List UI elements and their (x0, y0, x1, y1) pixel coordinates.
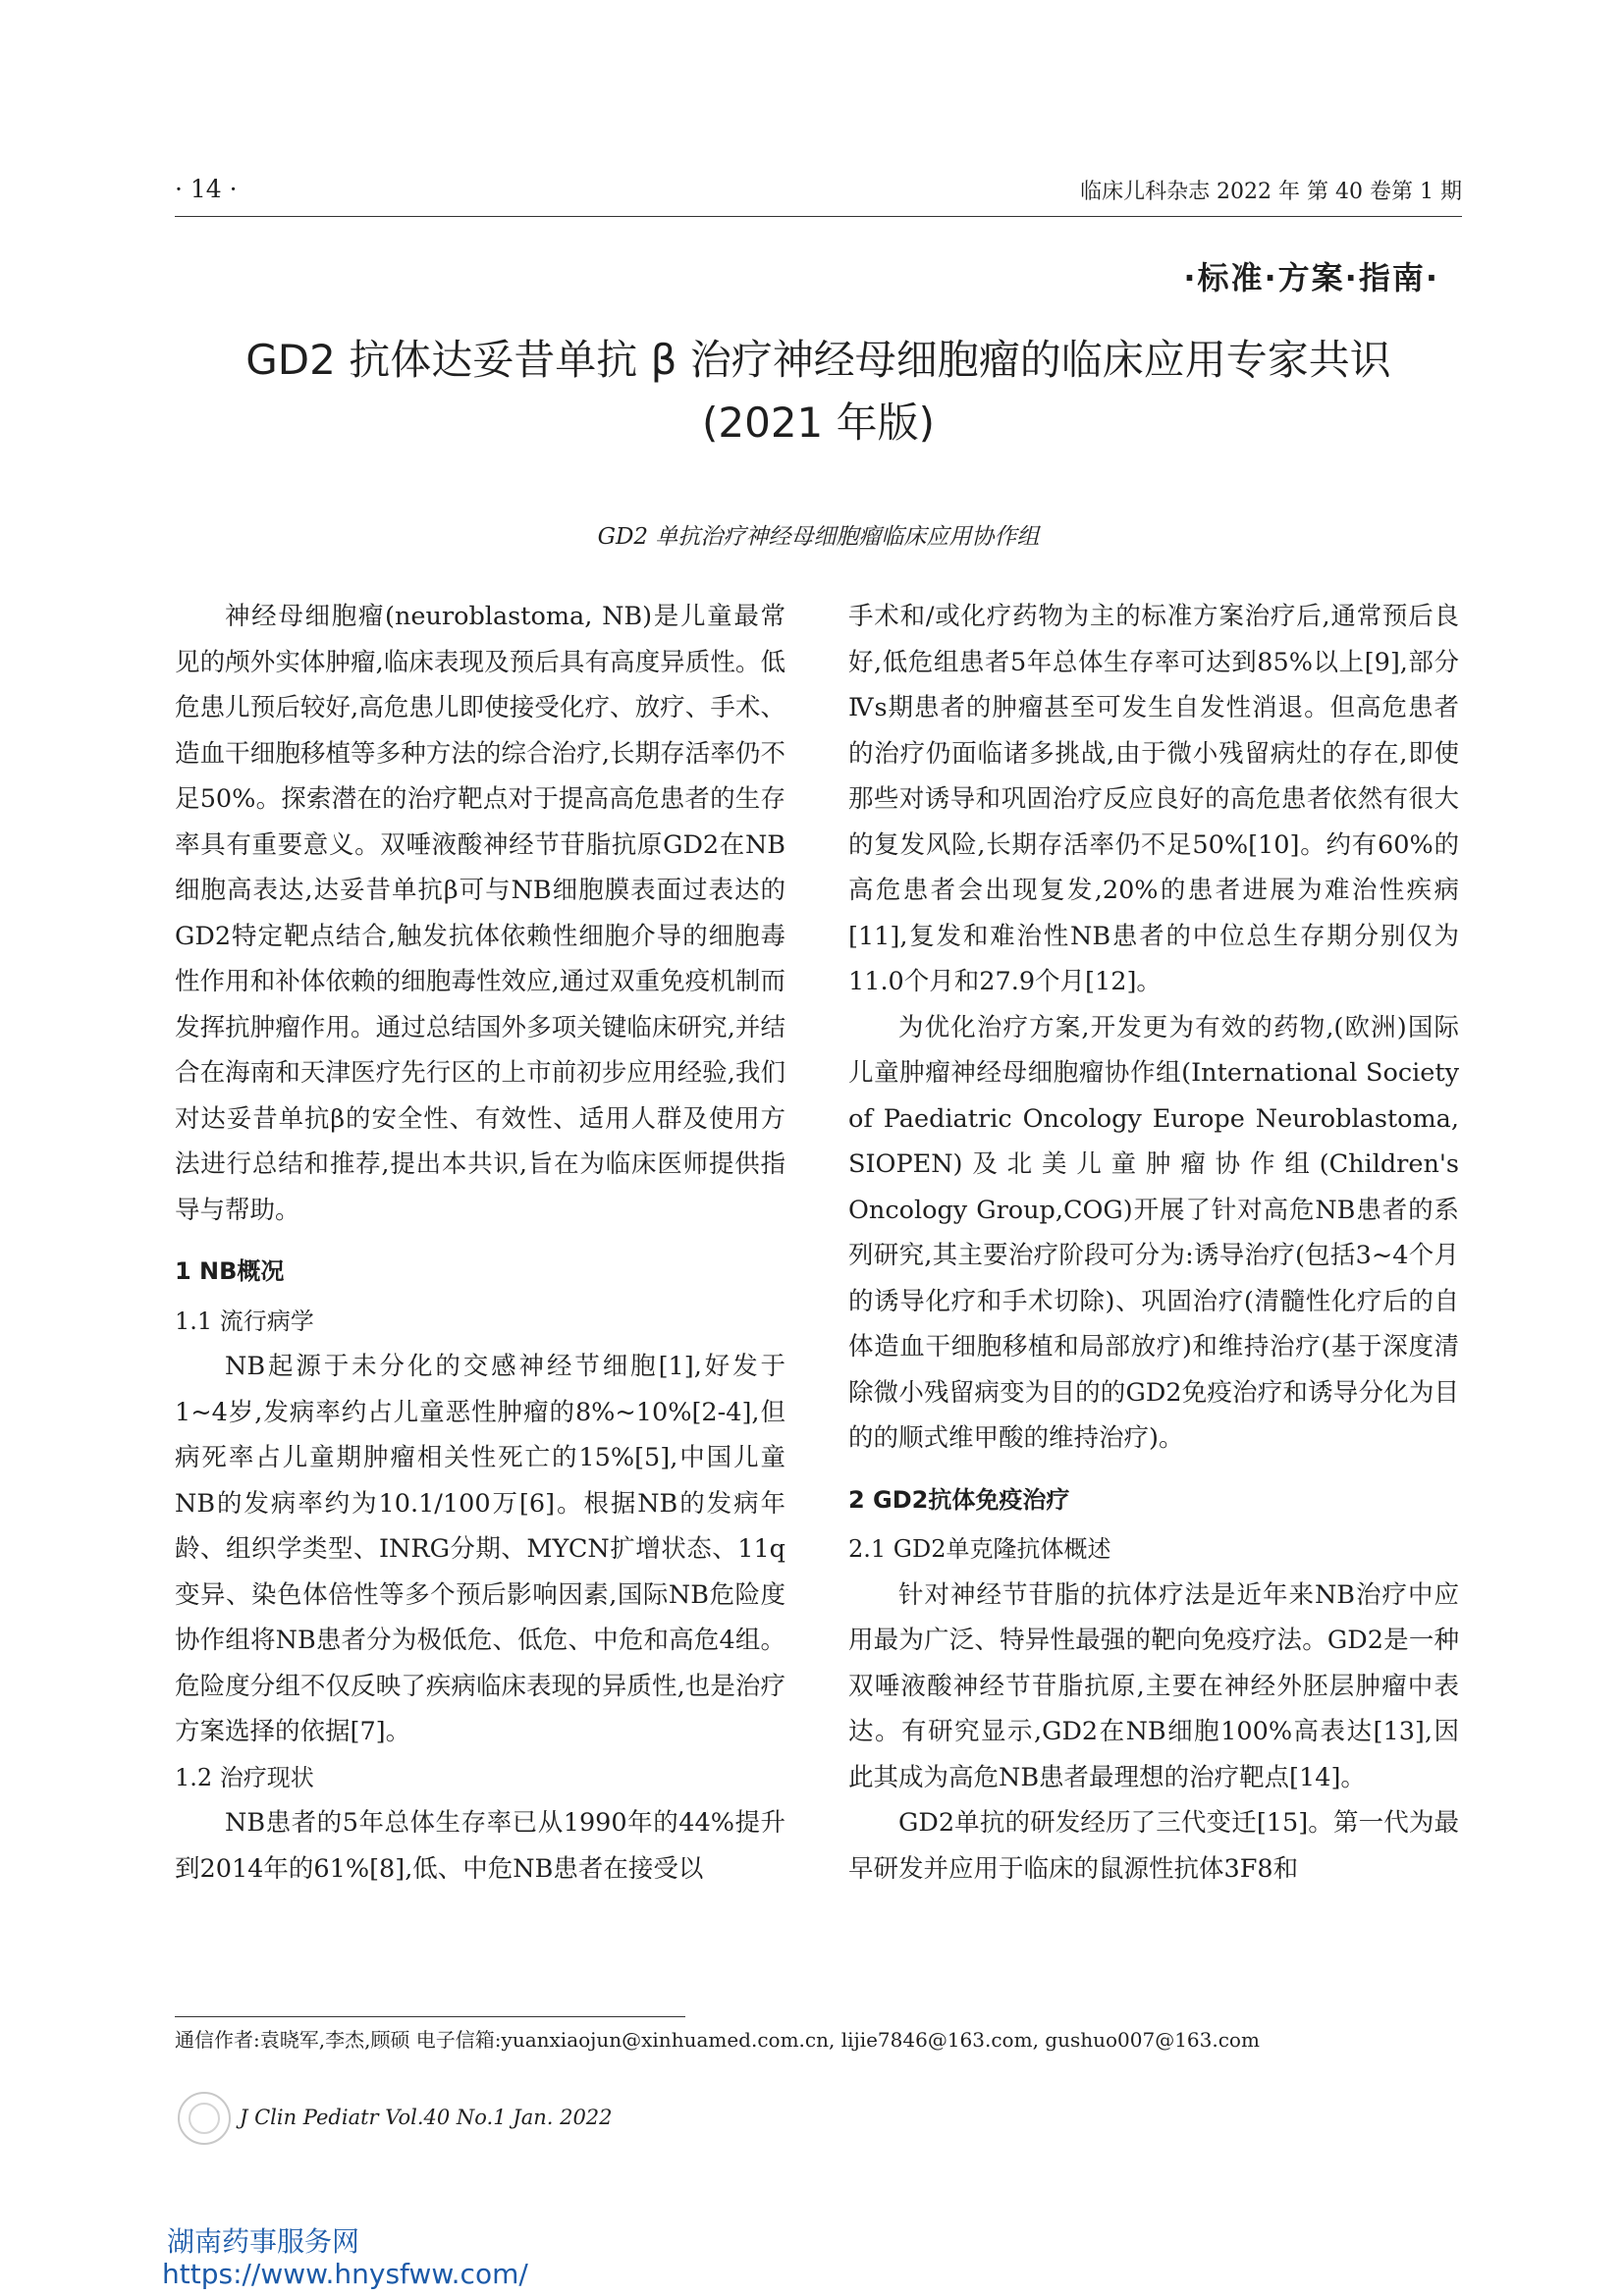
paragraph-epidemiology: NB起源于未分化的交感神经节细胞[1],好发于1~4岁,发病率约占儿童恶性肿瘤的8%~10%[2-4],但病死率占儿童期肿瘤相关性死亡的15%[5],中国儿童NB的发病率约为10.1/100万[6]。根据NB的发病年龄、组织学类型、INRG分期、MYCN扩增状态、11q变异、染色体倍性等多个预后影响因素,国际NB危险度协作组将NB患者分为极低危、低危、中危和高危4组。危险度分组不仅反映了疾病临床表现的异质性,也是治疗方案选择的依据[7]。 (175, 1352, 785, 1746)
watermark-url[interactable]: https://www.hnysfww.com/ (162, 2258, 528, 2290)
right-column (848, 594, 1459, 1892)
left-column (175, 594, 785, 1892)
corresponding-authors: 通信作者:袁晓军,李杰,顾硕 电子信箱:yuanxiaojun@xinhuamed.com.cn, lijie7846@163.com, gushuo007@163.com (175, 2028, 1260, 2052)
subsection-heading-1-1: 1.1 流行病学 (175, 1307, 314, 1335)
section-tag: ·标准·方案·指南· (1183, 259, 1439, 296)
footnote-rule (175, 2016, 685, 2017)
header-rule (175, 216, 1462, 217)
paragraph-continued: 手术和/或化疗药物为主的标准方案治疗后,通常预后良好,低危组患者5年总体生存率可达到85%以上[9],部分Ⅳs期患者的肿瘤甚至可发生自发性消退。但高危患者的治疗仍面临诸多挑战,由于微小残留病灶的存在,即使那些对诱导和巩固治疗反应良好的高危患者依然有很大的复发风险,长期存活率仍不足50%[10]。约有60%的高危患者会出现复发,20%的患者进展为难治性疾病[11],复发和难治性NB患者的中位总生存期分别仅为11.0个月和27.9个月[12]。 (848, 602, 1459, 996)
paragraph-treatment-status: NB患者的5年总体生存率已从1990年的44%提升到2014年的61%[8],低、中危NB患者在接受以 (175, 1808, 785, 1884)
paragraph-siopen: 为优化治疗方案,开发更为有效的药物,(欧洲)国际儿童肿瘤神经母细胞瘤协作组(International Society of Paediatric Oncology Europe Neuroblastoma, SIOPEN)及北美儿童肿瘤协作组(Children's Oncology Group,COG)开展了针对高危NB患者的系列研究,其主要治疗阶段可分为:诱导治疗(包括3~4个月的诱导化疗和手术切除)、巩固治疗(清髓性化疗后的自体造血干细胞移植和局部放疗)和维持治疗(基于深度清除微小残留病变为目的的GD2免疫治疗和诱导分化为目的的顺式维甲酸的维持治疗)。 (848, 1012, 1459, 1453)
journal-issue: 临床儿科杂志 2022 年 第 40 卷第 1 期 (1080, 180, 1462, 204)
intro-paragraph: 神经母细胞瘤(neuroblastoma, NB)是儿童最常见的颅外实体肿瘤,临床表现及预后具有高度异质性。低危患儿预后较好,高危患儿即使接受化疗、放疗、手术、造血干细胞移植等多种方法的综合治疗,长期存活率仍不足50%。探索潜在的治疗靶点对于提高高危患者的生存率具有重要意义。双唾液酸神经节苷脂抗原GD2在NB细胞高表达,达妥昔单抗β可与NB细胞膜表面过表达的GD2特定靶点结合,触发抗体依赖性细胞介导的细胞毒性作用和补体依赖的细胞毒性效应,通过双重免疫机制而发挥抗肿瘤作用。通过总结国外多项关键临床研究,并结合在海南和天津医疗先行区的上市前初步应用经验,我们对达妥昔单抗β的安全性、有效性、适用人群及使用方法进行总结和推荐,提出本共识,旨在为临床医师提供指导与帮助。 (175, 602, 785, 1225)
paragraph-gd2-overview: 针对神经节苷脂的抗体疗法是近年来NB治疗中应用最为广泛、特异性最强的靶向免疫疗法。GD2是一种双唾液酸神经节苷脂抗原,主要在神经外胚层肿瘤中表达。有研究显示,GD2在NB细胞100%高表达[13],因此其成为高危NB患者最理想的治疗靶点[14]。 (848, 1579, 1459, 1792)
page-number: · 14 · (175, 175, 238, 203)
section-heading-1: 1 NB概况 (175, 1257, 285, 1285)
subsection-heading-1-2: 1.2 治疗现状 (175, 1763, 314, 1791)
paper-title (175, 329, 1462, 454)
title-line-2: (2021 年版) (701, 399, 935, 447)
journal-logo-icon (178, 2092, 231, 2145)
subsection-heading-2-1: 2.1 GD2单克隆抗体概述 (848, 1535, 1111, 1563)
paragraph-gd2-history: GD2单抗的研发经历了三代变迁[15]。第一代为最早研发并应用于临床的鼠源性抗体3F8和 (848, 1808, 1459, 1884)
watermark-name: 湖南药事服务网 (167, 2225, 360, 2258)
author-group: GD2 单抗治疗神经母细胞瘤临床应用协作组 (597, 524, 1040, 550)
title-line-1: GD2 抗体达妥昔单抗 β 治疗神经母细胞瘤的临床应用专家共识 (245, 336, 1391, 384)
journal-citation: J Clin Pediatr Vol.40 No.1 Jan. 2022 (240, 2106, 613, 2129)
section-heading-2: 2 GD2抗体免疫治疗 (848, 1485, 1070, 1514)
